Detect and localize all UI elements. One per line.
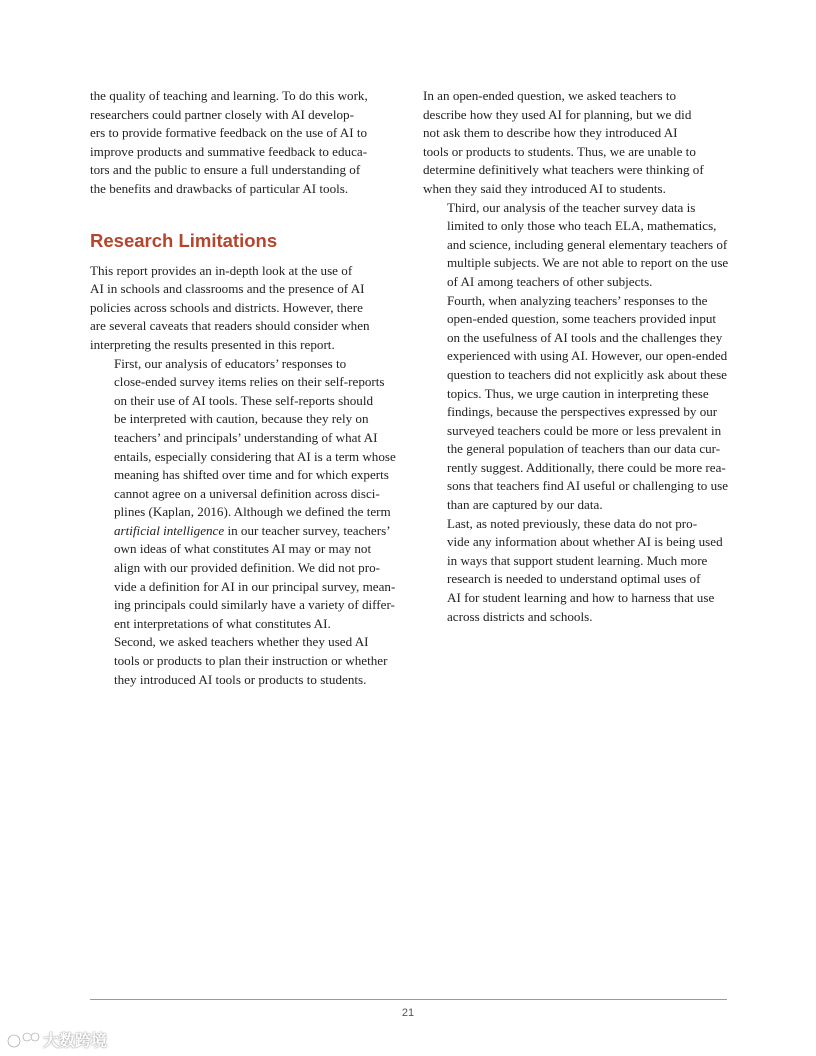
text-line: cannot agree on a universal definition across disci- [114, 485, 380, 501]
text-line: determine definitively what teachers were thinking of [423, 162, 704, 178]
footer-divider [90, 999, 727, 1000]
continuation-paragraph [423, 87, 728, 199]
text-line: tors and the public to ensure a full understanding of [90, 162, 361, 178]
limitations-intro-paragraph [90, 262, 392, 355]
text-line: ing principals could similarly have a variety of differ- [114, 597, 395, 613]
text-line: be interpreted with caution, because they rely on [114, 411, 369, 427]
text-line: In an open-ended question, we asked teachers to [423, 88, 677, 103]
text-line: are several caveats that readers should consider when [90, 318, 370, 334]
text-line: Second, we asked teachers whether they used AI [114, 634, 369, 650]
text-line: multiple subjects. We are not able to report on the use [447, 255, 729, 271]
text-line: improve products and summative feedback to educa- [90, 143, 368, 159]
last-limitation-paragraph [423, 515, 728, 627]
watermark-text: 大数跨境 [43, 1031, 108, 1050]
text-line: and science, including general elementary teachers of [447, 236, 728, 252]
text-line: own ideas of what constitutes AI may or may not [114, 541, 372, 557]
text-line [90, 522, 392, 541]
text-line: ent interpretations of what constitutes AI. [114, 615, 331, 631]
right-column [423, 87, 728, 626]
text-line: First, our analysis of educators’ responses to [114, 355, 347, 371]
text-line: AI in schools and classrooms and the presence of AI [90, 281, 365, 297]
text-line: This report provides an in-depth look at the use of [90, 262, 353, 278]
text-line: findings, because the perspectives expressed by our [447, 404, 718, 420]
text-line: plines (Kaplan, 2016). Although we defined the term [114, 504, 391, 520]
second-limitation-paragraph [90, 633, 392, 689]
intro-paragraph [90, 87, 392, 199]
text-line: sons that teachers find AI useful or challenging to use [447, 478, 729, 494]
page-number: 21 [401, 1007, 415, 1019]
text-line: surveyed teachers could be more or less prevalent in [447, 422, 722, 438]
text-line: teachers’ and principals’ understanding of what AI [114, 429, 378, 445]
text-line: the general population of teachers than our data cur- [447, 441, 721, 457]
text-line: when they said they introduced AI to students. [423, 180, 666, 196]
text-line: they introduced AI tools or products to students. [114, 671, 367, 687]
text-line: vide a definition for AI in our principal survey, mean- [114, 578, 396, 594]
text-line: rently suggest. Additionally, there could be more rea- [447, 459, 726, 475]
text-line: research is needed to understand optimal uses of [447, 571, 701, 587]
text-line: limited to only those who teach ELA, mathematics, [447, 218, 717, 234]
text-fragment: in our teacher survey, teachers’ [224, 522, 391, 538]
text-line: interpreting the results presented in this report. [90, 336, 335, 352]
text-line: Third, our analysis of the teacher survey data is [447, 199, 696, 215]
text-line: across districts and schools. [447, 608, 593, 624]
text-line: entails, especially considering that AI is a term whose [114, 448, 396, 464]
text-line: close-ended survey items relies on their self-reports [114, 374, 385, 390]
text-line: tools or products to students. Thus, we are unable to [423, 143, 696, 159]
italic-term: artificial intelligence [114, 522, 225, 538]
text-line: Last, as noted previously, these data do not pro- [447, 515, 698, 531]
text-line: on their use of AI tools. These self-reports should [114, 392, 374, 408]
text-line: on the usefulness of AI tools and the challenges they [447, 329, 723, 345]
text-line: not ask them to describe how they introduced AI [423, 125, 678, 141]
text-line: vide any information about whether AI is being used [447, 534, 723, 550]
watermark [6, 1028, 107, 1051]
text-line: experienced with using AI. However, our open-ended [447, 348, 728, 364]
text-line: of AI among teachers of other subjects. [447, 273, 653, 289]
text-line: the quality of teaching and learning. To do this work, [90, 88, 368, 103]
text-line: policies across schools and districts. However, there [90, 299, 363, 315]
logo-mark-icon [6, 1031, 40, 1049]
text-line: researchers could partner closely with AI develop- [90, 106, 354, 122]
third-limitation-paragraph [423, 199, 728, 292]
text-line: open-ended question, some teachers provided input [447, 311, 717, 327]
text-line: question to teachers did not explicitly ask about these [447, 366, 727, 382]
text-line: ers to provide formative feedback on the use of AI to [90, 125, 368, 141]
text-line: describe how they used AI for planning, but we did [423, 106, 692, 122]
text-line: tools or products to plan their instruction or whether [114, 653, 388, 669]
text-line: topics. Thus, we urge caution in interpreting these [447, 385, 709, 401]
fourth-limitation-paragraph [423, 292, 728, 515]
text-line: meaning has shifted over time and for which experts [114, 467, 389, 483]
text-line: align with our provided definition. We did not pro- [114, 560, 380, 576]
section-heading: Research Limitations [90, 229, 278, 251]
text-line: the benefits and drawbacks of particular AI tools. [90, 180, 349, 196]
text-line: in ways that support student learning. Much more [447, 552, 708, 568]
text-line: AI for student learning and how to harness that use [447, 590, 715, 606]
text-line: than are captured by our data. [447, 497, 603, 513]
text-line: Fourth, when analyzing teachers’ responses to the [447, 292, 708, 308]
first-limitation-paragraph [90, 355, 396, 634]
left-column [90, 87, 396, 689]
